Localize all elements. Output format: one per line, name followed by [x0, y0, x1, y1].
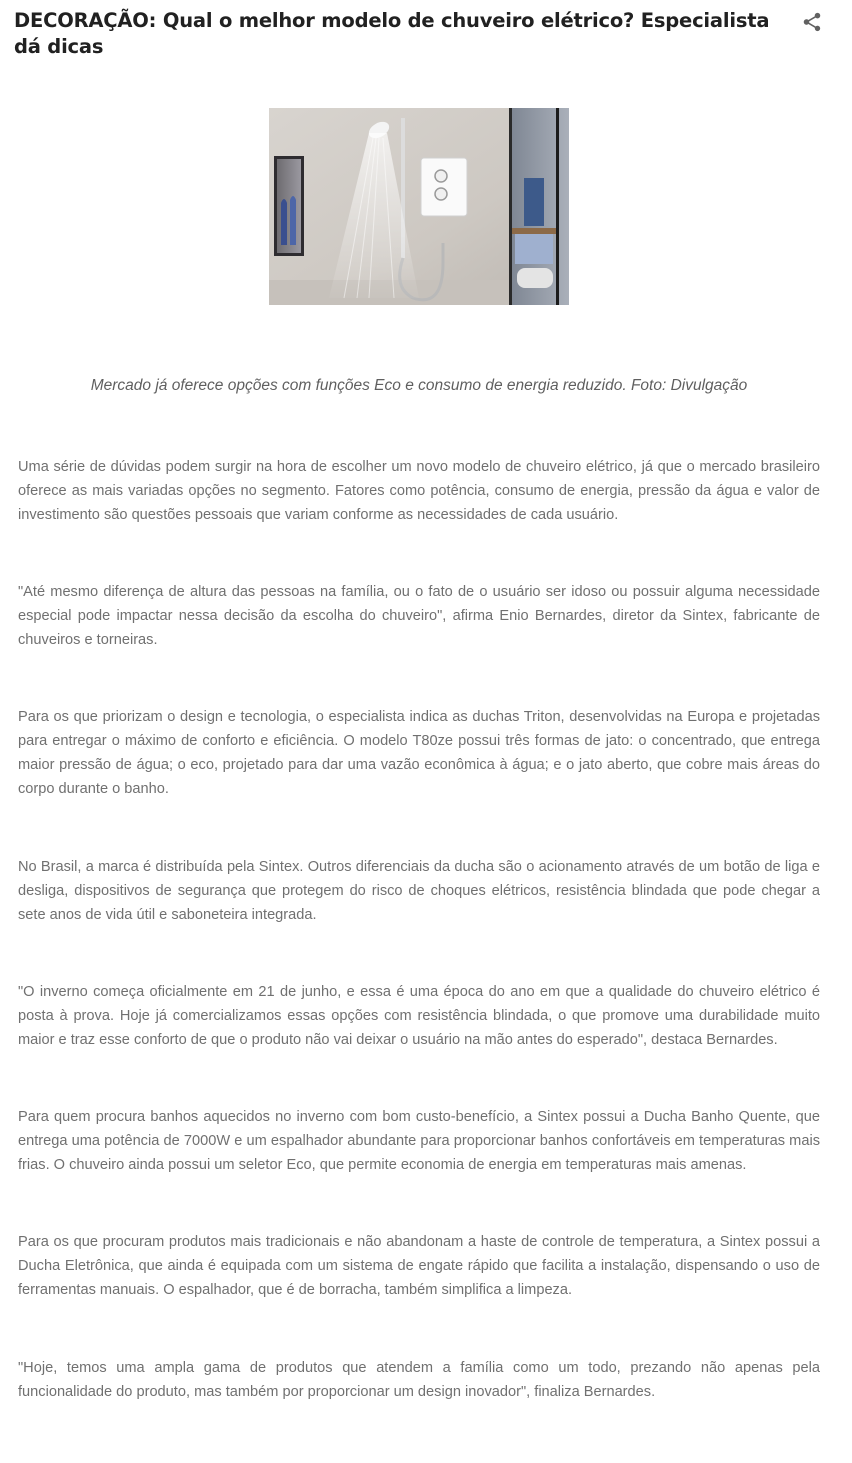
article-paragraph: No Brasil, a marca é distribuída pela Sintex. Outros diferenciais da ducha são o acionamento através de um botão de liga e desliga, dispositivos de segurança que protegem do risco de choques elétricos, resistência blindada que pode chegar a sete anos de vida útil e saboneteira integrada.: [18, 859, 820, 923]
article-paragraph: Uma série de dúvidas podem surgir na hora de escolher um novo modelo de chuveiro elétrico, já que o mercado brasileiro oferece as mais variadas opções no segmento. Fatores como potência, consumo de energia, pressão da água e valor de investimento são questões pessoais que variam conforme as necessidades de cada usuário.: [18, 459, 820, 523]
article-paragraph: Para os que procuram produtos mais tradicionais e não abandonam a haste de controle de temperatura, a Sintex possui a Ducha Eletrônica, que ainda é equipada com um sistema de engate rápido que facilita a instalação, dispensando o uso de ferramentas manuais. O espalhador, que é de borracha, também simplifica a limpeza.: [18, 1234, 820, 1298]
share-button[interactable]: [798, 8, 826, 36]
shower-photo: [269, 108, 569, 305]
article-hero-image: [269, 108, 569, 305]
article-paragraph: "O inverno começa oficialmente em 21 de junho, e essa é uma época do ano em que a qualidade do chuveiro elétrico é posta à prova. Hoje já comercializamos essas opções com resistência blindada, o que promove uma durabilidade muito maior e traz esse conforto de que o produto não vai deixar o usuário na mão antes do esperado", destaca Bernardes.: [18, 984, 820, 1048]
image-caption: Mercado já oferece opções com funções Eco e consumo de energia reduzido. Foto: Divulgação: [90, 377, 748, 394]
article-header: [14, 8, 774, 60]
article-paragraph: "Hoje, temos uma ampla gama de produtos que atendem a família como um todo, prezando não apenas pela funcionalidade do produto, mas também por proporcionar um design inovador", finaliza Bernardes.: [18, 1360, 820, 1400]
article-paragraph: Para quem procura banhos aquecidos no inverno com bom custo-benefício, a Sintex possui a Ducha Banho Quente, que entrega uma potência de 7000W e um espalhador abundante para proporcionar banhos confortáveis em temperaturas mais frias. O chuveiro ainda possui um seletor Eco, que permite economia de energia em temperaturas mais amenas.: [18, 1109, 820, 1173]
page-title: DECORAÇÃO: Qual o melhor modelo de chuveiro elétrico? Especialista dá dicas: [14, 9, 770, 58]
article-paragraph: Para os que priorizam o design e tecnologia, o especialista indica as duchas Triton, desenvolvidas na Europa e projetadas para entregar o máximo de conforto e eficiência. O modelo T80ze possui três formas de jato: o concentrado, que entrega maior pressão de água; o eco, projetado para dar uma vazão econômica à água; e o jato aberto, que cobre mais áreas do corpo durante o banho.: [18, 709, 820, 797]
article-paragraph: "Até mesmo diferença de altura das pessoas na família, ou o fato de o usuário ser idoso ou possuir alguma necessidade especial pode impactar nessa decisão da escolha do chuveiro", afirma Enio Bernardes, diretor da Sintex, fabricante de chuveiros e torneiras.: [18, 584, 820, 648]
share-icon: [801, 11, 823, 33]
